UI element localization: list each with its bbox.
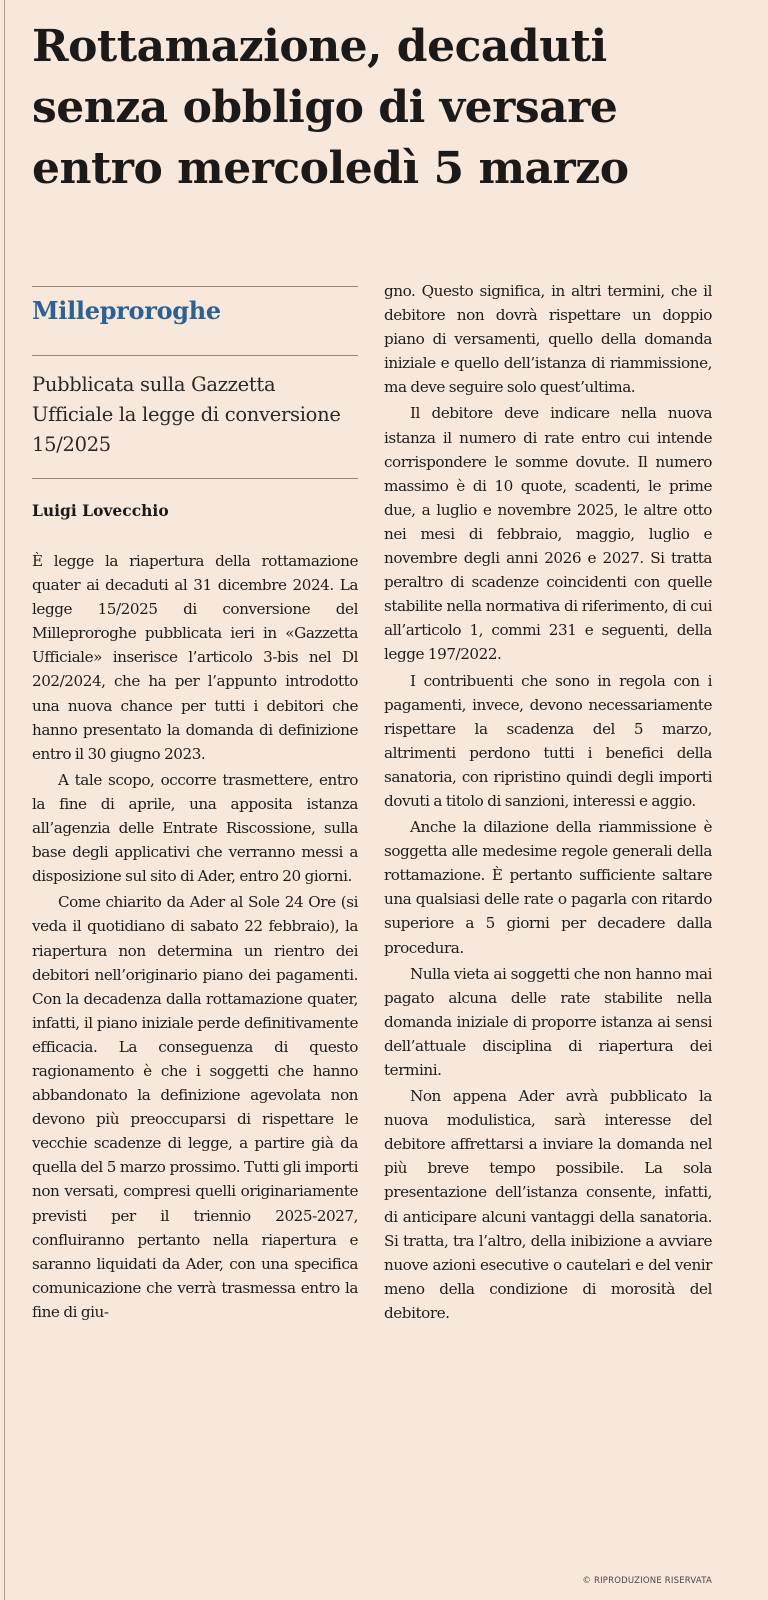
paragraph: Anche la dilazione della riammissione è soggetta alle medesime regole generali della rottamazione. È pertanto sufficiente saltare una qualsiasi delle rate o pagarla con ritardo superiore a 5 giorni per decadere dalla procedura.	[384, 818, 712, 957]
paragraph: Non appena Ader avrà pubblicato la nuova modulistica, sarà interesse del debitore affrettarsi a inviare la domanda nel più breve tempo possibile. La sola presentazione dell’istanza consente, infatti, di anticipare alcuni vantaggi della sanatoria. Si tratta, tra l’altro, della inibizione a avviare nuove azioni esecutive o cautelari e del venir meno della condizione di morosità del debitore.	[384, 1087, 712, 1322]
article-headline: Rottamazione, decaduti senza obbligo di versare entro mercoledì 5 marzo	[32, 21, 629, 194]
paragraph: gno. Questo significa, in altri termini, che il debitore non dovrà rispettare un doppio piano di versamenti, quello della domanda iniziale e quello dell’istanza di riammissione, ma deve seguire solo quest’ultima.	[384, 282, 712, 397]
paragraph: I contribuenti che sono in regola con i pagamenti, invece, devono necessariamente rispettare la scadenza del 5 marzo, altrimenti perdono tutti i benefici della sanatoria, con ripristino quindi degli importi dovuti a titolo di sanzioni, interessi e aggio.	[384, 671, 712, 810]
author-byline: Luigi Lovecchio	[32, 501, 169, 520]
article-subheadline: Pubblicata sulla Gazzetta Ufficiale la legge di conversione 15/2025	[32, 373, 341, 456]
section-label: Milleproroghe	[32, 296, 221, 325]
paragraph: È legge la riapertura della rottamazione quater ai decaduti al 31 dicembre 2024. La legge 15/2025 di conversione del Milleproroghe pubblicata ieri in «Gazzetta Ufficiale» inserisce l’articolo 3-bis nel Dl 202/2024, che ha per l’appunto introdotto una nuova chance per tutti i debitori che hanno presentato la domanda di definizione entro il 30 giugno 2023.	[32, 552, 358, 763]
left-column	[32, 286, 358, 1324]
section-rule-top	[32, 286, 358, 287]
page-margin-rule	[4, 0, 5, 1600]
paragraph: Il debitore deve indicare nella nuova istanza il numero di rate entro cui intende corrispondere le somme dovute. Il numero massimo è di 10 quote, scadenti, le prime due, a luglio e novembre 2025, le altre otto nei mesi di febbraio, maggio, luglio e novembre degli anni 2026 e 2027. Si tratta peraltro di scadenze coincidenti con quelle stabilite nella normativa di riferimento, di cui all’articolo 1, commi 231 e seguenti, della legge 197/2022.	[384, 404, 712, 664]
paragraph: Come chiarito da Ader al Sole 24 Ore (si veda il quotidiano di sabato 22 febbraio), la riapertura non determina un rientro dei debitori nell’originario piano dei pagamenti. Con la decadenza dalla rottamazione quater, infatti, il piano iniziale perde definitivamente efficacia. La conseguenza di questo ragionamento è che i soggetti che hanno abbandonato la definizione agevolata non devono più preoccuparsi di rispettare le vecchie scadenze di legge, a partire già da quella del 5 marzo prossimo. Tutti gli importi non versati, compresi quelli originariamente previsti per il triennio 2025-2027, confluiranno pertanto nella riapertura e saranno liquidati da Ader, con una specifica comunicazione che verrà trasmessa entro la fine di giu-	[32, 893, 358, 1321]
copyright-notice: © RIPRODUZIONE RISERVATA	[582, 1576, 712, 1586]
right-column-body	[384, 279, 712, 1325]
paragraph: A tale scopo, occorre trasmettere, entro la fine di aprile, una apposita istanza all’agenzia delle Entrate Riscossione, sulla base degli applicativi che verranno messi a disposizione sul sito di Ader, entro 20 giorni.	[32, 770, 358, 886]
section-rule-bottom	[32, 478, 358, 479]
section-rule-middle	[32, 355, 358, 356]
paragraph: Nulla vieta ai soggetti che non hanno mai pagato alcuna delle rate stabilite nella domanda iniziale di proporre istanza ai sensi dell’attuale disciplina di riapertura dei termini.	[384, 964, 712, 1079]
left-column-body	[32, 549, 358, 1324]
